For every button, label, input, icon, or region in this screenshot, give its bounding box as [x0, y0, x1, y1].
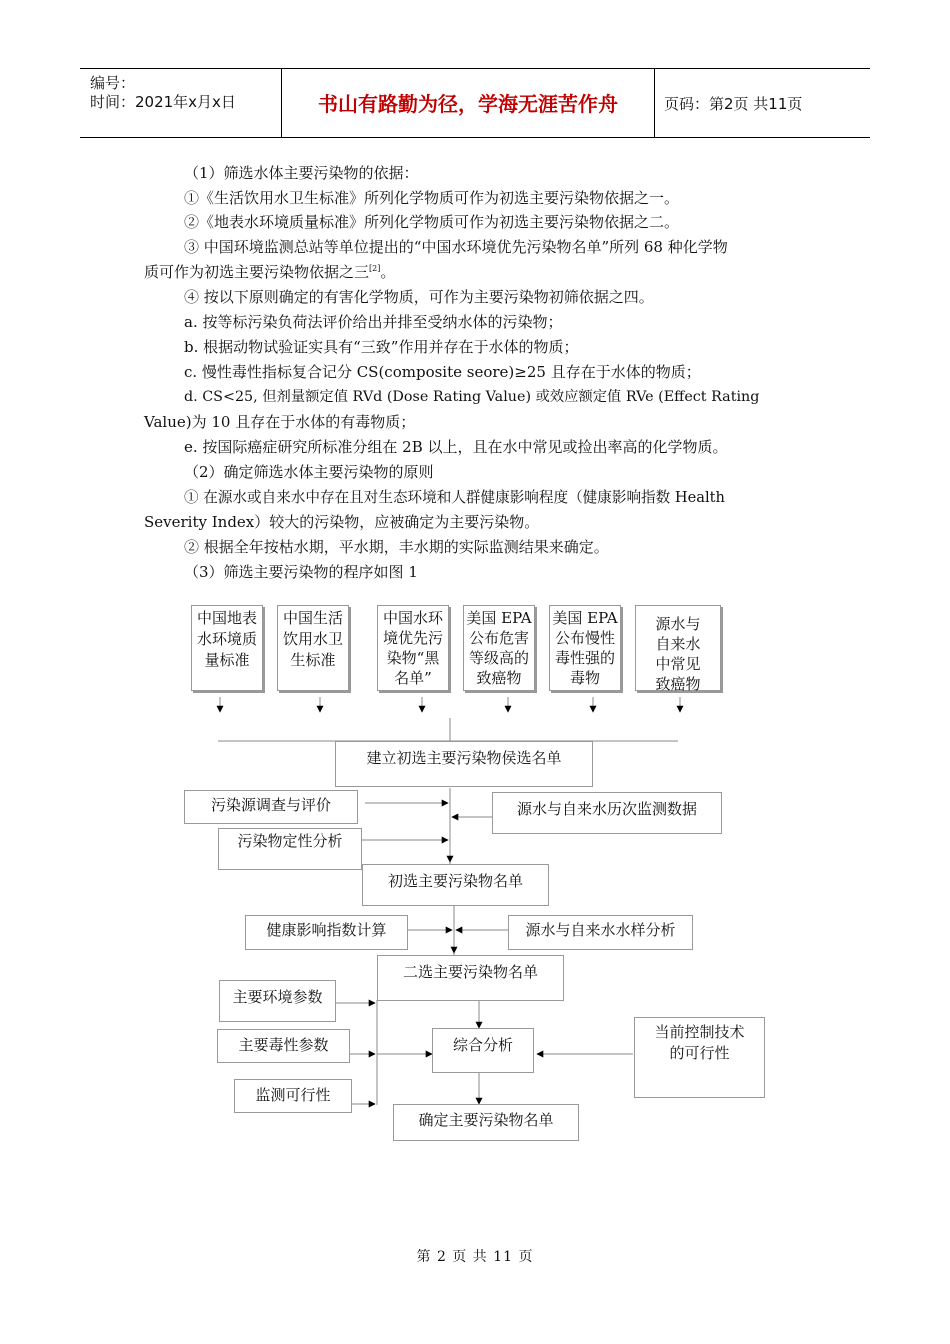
- monitor-feasibility-box: 监测可行性: [234, 1079, 352, 1113]
- candidate-list-box: 建立初选主要污染物侯选名单: [335, 741, 593, 787]
- box-line: 中国地表: [196, 609, 257, 627]
- paragraph: c. 慢性毒性指标复合记分 CS(composite seore)≥25 且存在于水体的物质；: [184, 363, 701, 381]
- final-list-box: 确定主要污染物名单: [393, 1104, 579, 1141]
- paragraph: a. 按等标污染负荷法评价给出并排至受纳水体的污染物；: [184, 313, 563, 331]
- box-line: 毒物: [569, 669, 600, 687]
- box-line: 名单”: [394, 669, 432, 687]
- paragraph: ② 根据全年按枯水期，平水期，丰水期的实际监测结果来确定。: [184, 538, 609, 556]
- source-box-surface-water-standard: [191, 605, 263, 691]
- paragraph-text: 。: [380, 263, 396, 281]
- box-line: 中国水环: [382, 609, 443, 627]
- paragraph: （1）筛选水体主要污染物的依据：: [184, 164, 419, 182]
- number-label: 编号：: [90, 74, 136, 92]
- source-box-epa-chronic-toxins: [549, 605, 621, 691]
- header-page-number: 页码：第2页 共11页: [664, 95, 803, 113]
- env-params-box: 主要环境参数: [219, 980, 336, 1022]
- control-tech-box: [634, 1017, 765, 1098]
- page-footer: 第 2 页 共 11 页: [416, 1249, 534, 1265]
- box-line: 当前控制技术: [654, 1023, 745, 1041]
- paragraph: d. CS<25, 但剂量额定值 RVd (Dose Rating Value) 或效应额定值 RVe (Effect Rating: [184, 389, 760, 405]
- paragraph: ④ 按以下原则确定的有害化学物质，可作为主要污染物初筛依据之四。: [184, 288, 654, 306]
- tox-params-box: 主要毒性参数: [217, 1029, 350, 1063]
- source-box-drinking-water-standard: [277, 605, 349, 691]
- header-motto: 书山有路勤为径，学海无涯苦作舟: [318, 92, 618, 116]
- box-line: 源水与: [655, 615, 701, 633]
- source-box-common-carcinogens: [635, 605, 721, 691]
- paragraph: b. 根据动物试验证实具有“三致”作用并存在于水体的物质；: [184, 338, 579, 356]
- box-line: 毒性强的: [554, 649, 615, 667]
- box-line: 的可行性: [669, 1044, 730, 1062]
- paragraph-text: 质可作为初选主要污染物依据之三: [144, 263, 370, 281]
- box-line: 公布慢性: [554, 629, 615, 647]
- paragraph: Severity Index）较大的污染物，应被确定为主要污染物。: [144, 513, 540, 531]
- box-line: 饮用水卫: [282, 630, 343, 648]
- paragraph: [144, 261, 806, 282]
- health-index-box: 健康影响指数计算: [245, 915, 408, 950]
- source-survey-box: 污染源调查与评价: [184, 790, 358, 824]
- box-line: 致癌物: [476, 669, 522, 687]
- history-data-box: 源水与自来水历次监测数据: [492, 792, 722, 834]
- box-line: 公布危害: [468, 629, 529, 647]
- box-line: 等级高的: [468, 649, 529, 667]
- qualitative-analysis-box: 污染物定性分析: [218, 828, 362, 870]
- paragraph: ①《生活饮用水卫生标准》所列化学物质可作为初选主要污染物依据之一。: [184, 189, 680, 207]
- paragraph: ③ 中国环境监测总站等单位提出的“中国水环境优先污染物名单”所列 68 种化学物: [184, 238, 728, 256]
- header-divider: [654, 69, 655, 137]
- box-line: 自来水: [655, 635, 701, 653]
- box-line: 致癌物: [655, 675, 701, 693]
- first-list-box: 初选主要污染物名单: [362, 864, 549, 906]
- paragraph: （2）确定筛选水体主要污染物的原则: [184, 463, 434, 481]
- time-label: 时间：2021年x月x日: [90, 93, 236, 111]
- comprehensive-analysis-box: 综合分析: [432, 1028, 534, 1073]
- box-line: 中常见: [655, 655, 701, 673]
- box-line: 染物“黑: [386, 649, 440, 667]
- box-line: 美国 EPA: [466, 609, 532, 627]
- paragraph: e. 按国际癌症研究所标准分组在 2B 以上，且在水中常见或捡出率高的化学物质。: [184, 438, 728, 456]
- box-line: 美国 EPA: [552, 609, 618, 627]
- paragraph: ②《地表水环境质量标准》所列化学物质可作为初选主要污染物依据之二。: [184, 213, 680, 231]
- page-header: [80, 68, 870, 138]
- box-line: 生标准: [290, 651, 336, 669]
- box-line: 中国生活: [282, 609, 343, 627]
- header-info: [80, 69, 280, 137]
- box-line: 量标准: [204, 651, 250, 669]
- second-list-box: 二选主要污染物名单: [377, 955, 564, 1001]
- box-line: 境优先污: [382, 629, 443, 647]
- box-line: 水环境质: [196, 630, 257, 648]
- paragraph: （3）筛选主要污染物的程序如图 1: [184, 563, 418, 581]
- paragraph: ① 在源水或自来水中存在且对生态环境和人群健康影响程度（健康影响指数 Health: [184, 489, 725, 506]
- source-box-epa-carcinogens: [463, 605, 535, 691]
- source-box-priority-pollutants: [377, 605, 449, 691]
- sample-analysis-box: 源水与自来水水样分析: [508, 915, 693, 950]
- paragraph: Value)为 10 且存在于水体的有毒物质；: [144, 413, 416, 431]
- citation-ref: [2]: [369, 264, 381, 273]
